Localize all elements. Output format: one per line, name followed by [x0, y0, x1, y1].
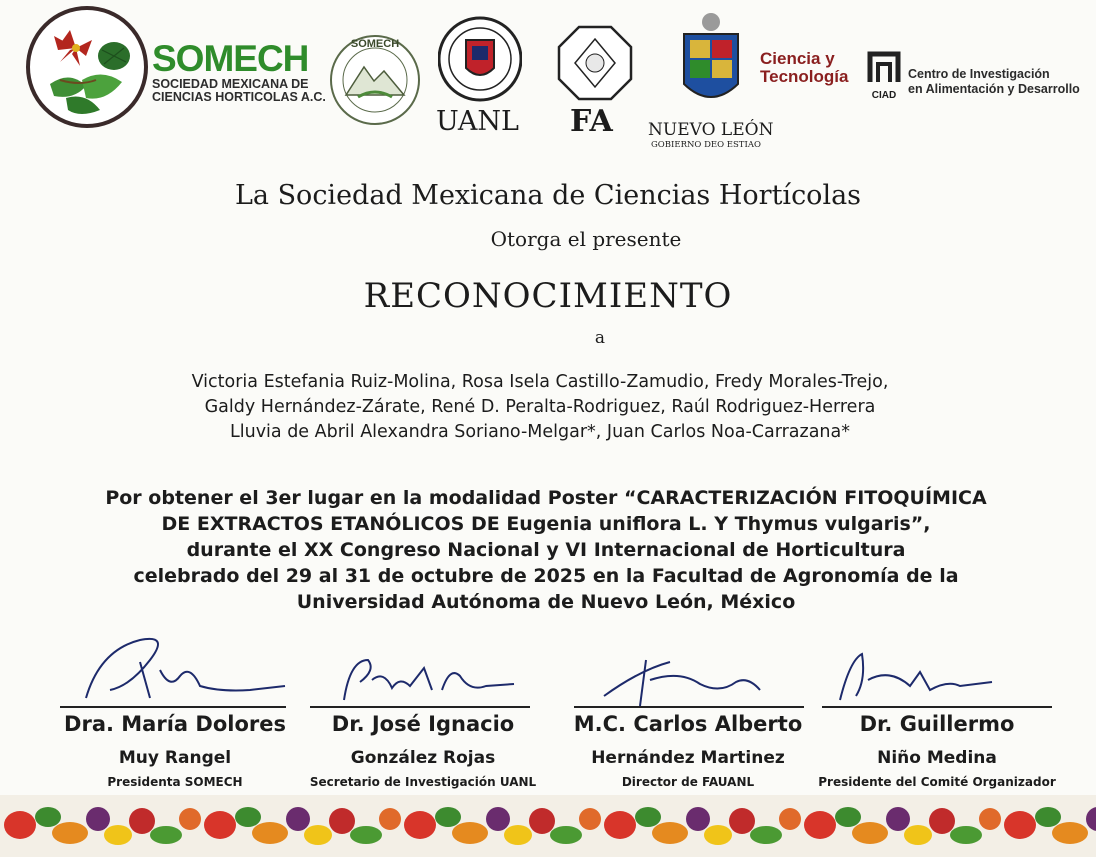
nuevo-leon-label: NUEVO LEÓN	[648, 120, 774, 140]
signatory-surname: Muy Rangel	[118, 748, 232, 768]
signatory-name: Dra. María Dolores	[64, 712, 286, 736]
nuevo-leon-coat	[676, 10, 746, 114]
award-description	[0, 485, 1094, 615]
authors-line: Victoria Estefania Ruiz-Molina, Rosa Isela Castillo-Zamudio, Fredy Morales-Trejo,	[191, 372, 889, 392]
grants-line: Otorga el presente	[490, 227, 682, 251]
award-line: durante el XX Congreso Nacional y VI Internacional de Horticultura	[186, 539, 906, 561]
somech-subtitle-line2: CIENCIAS HORTICOLAS A.C.	[152, 90, 326, 104]
authors-line: Galdy Hernández-Zárate, René D. Peralta-Rodriguez, Raúl Rodriguez-Herrera	[204, 397, 876, 417]
fa-seal	[557, 25, 633, 101]
signature-line	[310, 706, 530, 708]
signature-line	[822, 706, 1052, 708]
somech-subtitle	[152, 78, 327, 104]
ciad-logo	[864, 50, 904, 101]
signatory-name: Dr. José Ignacio	[331, 712, 515, 736]
signatures-icon	[0, 620, 1096, 710]
signatory-surname: Hernández Martinez	[591, 748, 785, 768]
cyt-line2: Tecnología	[760, 67, 849, 86]
certificate-title: RECONOCIMIENTO	[363, 276, 733, 316]
ciad-line1: Centro de Investigación	[908, 67, 1050, 81]
issuer-line: La Sociedad Mexicana de Ciencias Hortícolas	[234, 180, 862, 211]
uanl-shield	[438, 16, 522, 102]
award-line: Por obtener el 3er lugar en la modalidad Poster “CARACTERIZACIÓN FITOQUÍMICA	[105, 487, 987, 509]
fa-label: FA	[570, 104, 613, 139]
signatory-surname: González Rojas	[350, 748, 496, 768]
somech-title: SOMECH	[152, 38, 309, 79]
authors-block	[0, 370, 1088, 445]
coat-of-arms-icon	[676, 10, 746, 114]
somech-seal-text: SOMECH	[350, 38, 400, 50]
signatory-role: Presidenta SOMECH	[107, 775, 243, 789]
ciad-short: CIAD	[871, 90, 897, 101]
somech-seal	[328, 33, 422, 127]
award-line: celebrado del 29 al 31 de octubre de 2025 en la Facultad de Agronomía de la	[133, 565, 959, 587]
signature-line	[574, 706, 804, 708]
somech-subtitle-line1: SOCIEDAD MEXICANA DE	[152, 77, 309, 91]
signatory-role: Director de FAUANL	[621, 775, 755, 789]
fa-octagon-icon	[557, 25, 633, 101]
uanl-label: UANL	[436, 106, 519, 137]
recipient-preposition: a	[594, 328, 606, 348]
uanl-shield-icon	[438, 16, 522, 102]
somech-logo-badge	[26, 6, 148, 128]
signatory-name: Dr. Guillermo	[859, 712, 1015, 736]
flower-leaves-icon	[30, 10, 144, 124]
ciencia-tecnologia-logo	[760, 50, 848, 86]
ciad-name	[908, 67, 1080, 97]
cyt-line1: Ciencia y	[760, 49, 835, 68]
ciad-line2: en Alimentación y Desarrollo	[908, 82, 1080, 96]
nuevo-leon-sub: GOBIERNO DEO ESTIAO	[651, 140, 761, 150]
signature-line	[60, 706, 286, 708]
award-line: DE EXTRACTOS ETANÓLICOS DE Eugenia uniflora L. Y Thymus vulgaris”,	[161, 513, 931, 535]
signatory-role: Secretario de Investigación UANL	[309, 775, 537, 789]
award-line: Universidad Autónoma de Nuevo León, México	[296, 591, 796, 613]
signatory-name: M.C. Carlos Alberto	[573, 712, 803, 736]
signatory-surname: Niño Medina	[877, 748, 997, 768]
vegetable-border-icon	[0, 795, 1096, 857]
signatory-role: Presidente del Comité Organizador	[818, 775, 1056, 789]
authors-line: Lluvia de Abril Alexandra Soriano-Melgar*, Juan Carlos Noa-Carrazana*	[229, 422, 850, 442]
ciad-icon	[864, 50, 904, 86]
